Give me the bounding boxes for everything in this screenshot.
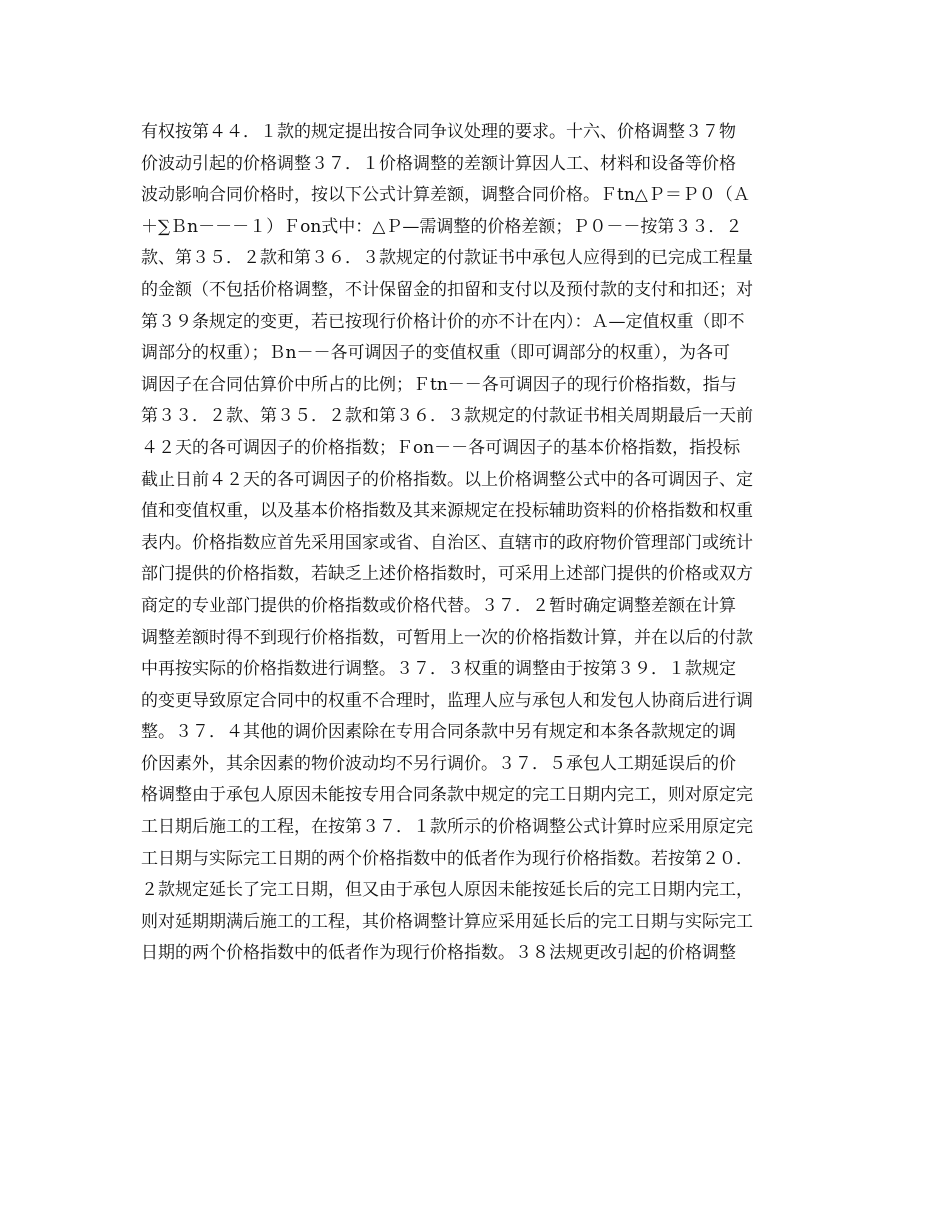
text-line: 中再按实际的价格指数进行调整。３７．３权重的调整由于按第３９．１款规定	[141, 659, 736, 680]
text-line: 的变更导致原定合同中的权重不合理时，监理人应与承包人和发包人协商后进行调	[141, 690, 753, 711]
text-line: ４２天的各可调因子的价格指数；Ｆon－－各可调因子的基本价格指数，指投标	[141, 437, 741, 458]
text-line: 的金额（不包括价格调整，不计保留金的扣留和支付以及预付款的支付和扣还；对	[141, 279, 753, 300]
text-line: 调因子在合同估算价中所占的比例；Ｆtn－－各可调因子的现行价格指数，指与	[141, 374, 737, 395]
text-line: 有权按第４４．１款的规定提出按合同争议处理的要求。十六、价格调整３７物	[141, 122, 736, 142]
text-line: 调整差额时得不到现行价格指数，可暂用上一次的价格指数计算，并在以后的付款	[141, 627, 753, 648]
text-line: 商定的专业部门提供的价格指数或价格代替。３７．２暂时确定调整差额在计算	[141, 595, 736, 616]
text-line: 日期的两个价格指数中的低者作为现行价格指数。３８法规更改引起的价格调整	[141, 943, 736, 964]
text-line: 部门提供的价格指数，若缺乏上述价格指数时，可采用上述部门提供的价格或双方	[141, 564, 753, 585]
body-text	[141, 117, 821, 970]
text-line: 表内。价格指数应首先采用国家或省、自治区、直辖市的政府物价管理部门或统计	[141, 532, 753, 553]
text-line: 则对延期期满后施工的工程，其价格调整计算应采用延长后的完工日期与实际完工	[141, 911, 753, 932]
text-line: 价波动引起的价格调整３７．１价格调整的差额计算因人工、材料和设备等价格	[141, 153, 736, 174]
text-line: 第３９条规定的变更，若已按现行价格计价的亦不计在内）：Ａ—定值权重（即不	[141, 311, 745, 332]
text-line: 调部分的权重）；Ｂn－－各可调因子的变值权重（即可调部分的权重），为各可	[141, 343, 730, 364]
text-line: 值和变值权重，以及基本价格指数及其来源规定在投标辅助资料的价格指数和权重	[141, 501, 753, 522]
text-line: 款、第３５．２款和第３６．３款规定的付款证书中承包人应得到的已完成工程量	[141, 248, 753, 269]
text-line: 截止日前４２天的各可调因子的价格指数。以上价格调整公式中的各可调因子、定	[141, 469, 753, 490]
text-line: 整。３７．４其他的调价因素除在专用合同条款中另有规定和本条各款规定的调	[141, 722, 736, 743]
text-line: 价因素外，其余因素的物价波动均不另行调价。３７．５承包人工期延误后的价	[141, 753, 736, 774]
text-line: 波动影响合同价格时，按以下公式计算差额，调整合同价格。Ｆtn△Ｐ＝Ｐ０（Ａ	[141, 185, 750, 206]
text-line: 格调整由于承包人原因未能按专用合同条款中规定的完工日期内完工，则对原定完	[141, 785, 753, 806]
text-line: 工日期与实际完工日期的两个价格指数中的低者作为现行价格指数。若按第２０．	[141, 848, 753, 869]
text-line: 工日期后施工的工程，在按第３７．１款所示的价格调整公式计算时应采用原定完	[141, 817, 753, 838]
text-line: ２款规定延长了完工日期，但又由于承包人原因未能按延长后的完工日期内完工，	[141, 880, 753, 901]
text-line: ＋∑Ｂn－－－１）Ｆon式中：△Ｐ—需调整的价格差额；Ｐ０－－按第３３．２	[141, 216, 743, 237]
text-line: 第３３．２款、第３５．２款和第３６．３款规定的付款证书相关周期最后一天前	[141, 406, 753, 427]
